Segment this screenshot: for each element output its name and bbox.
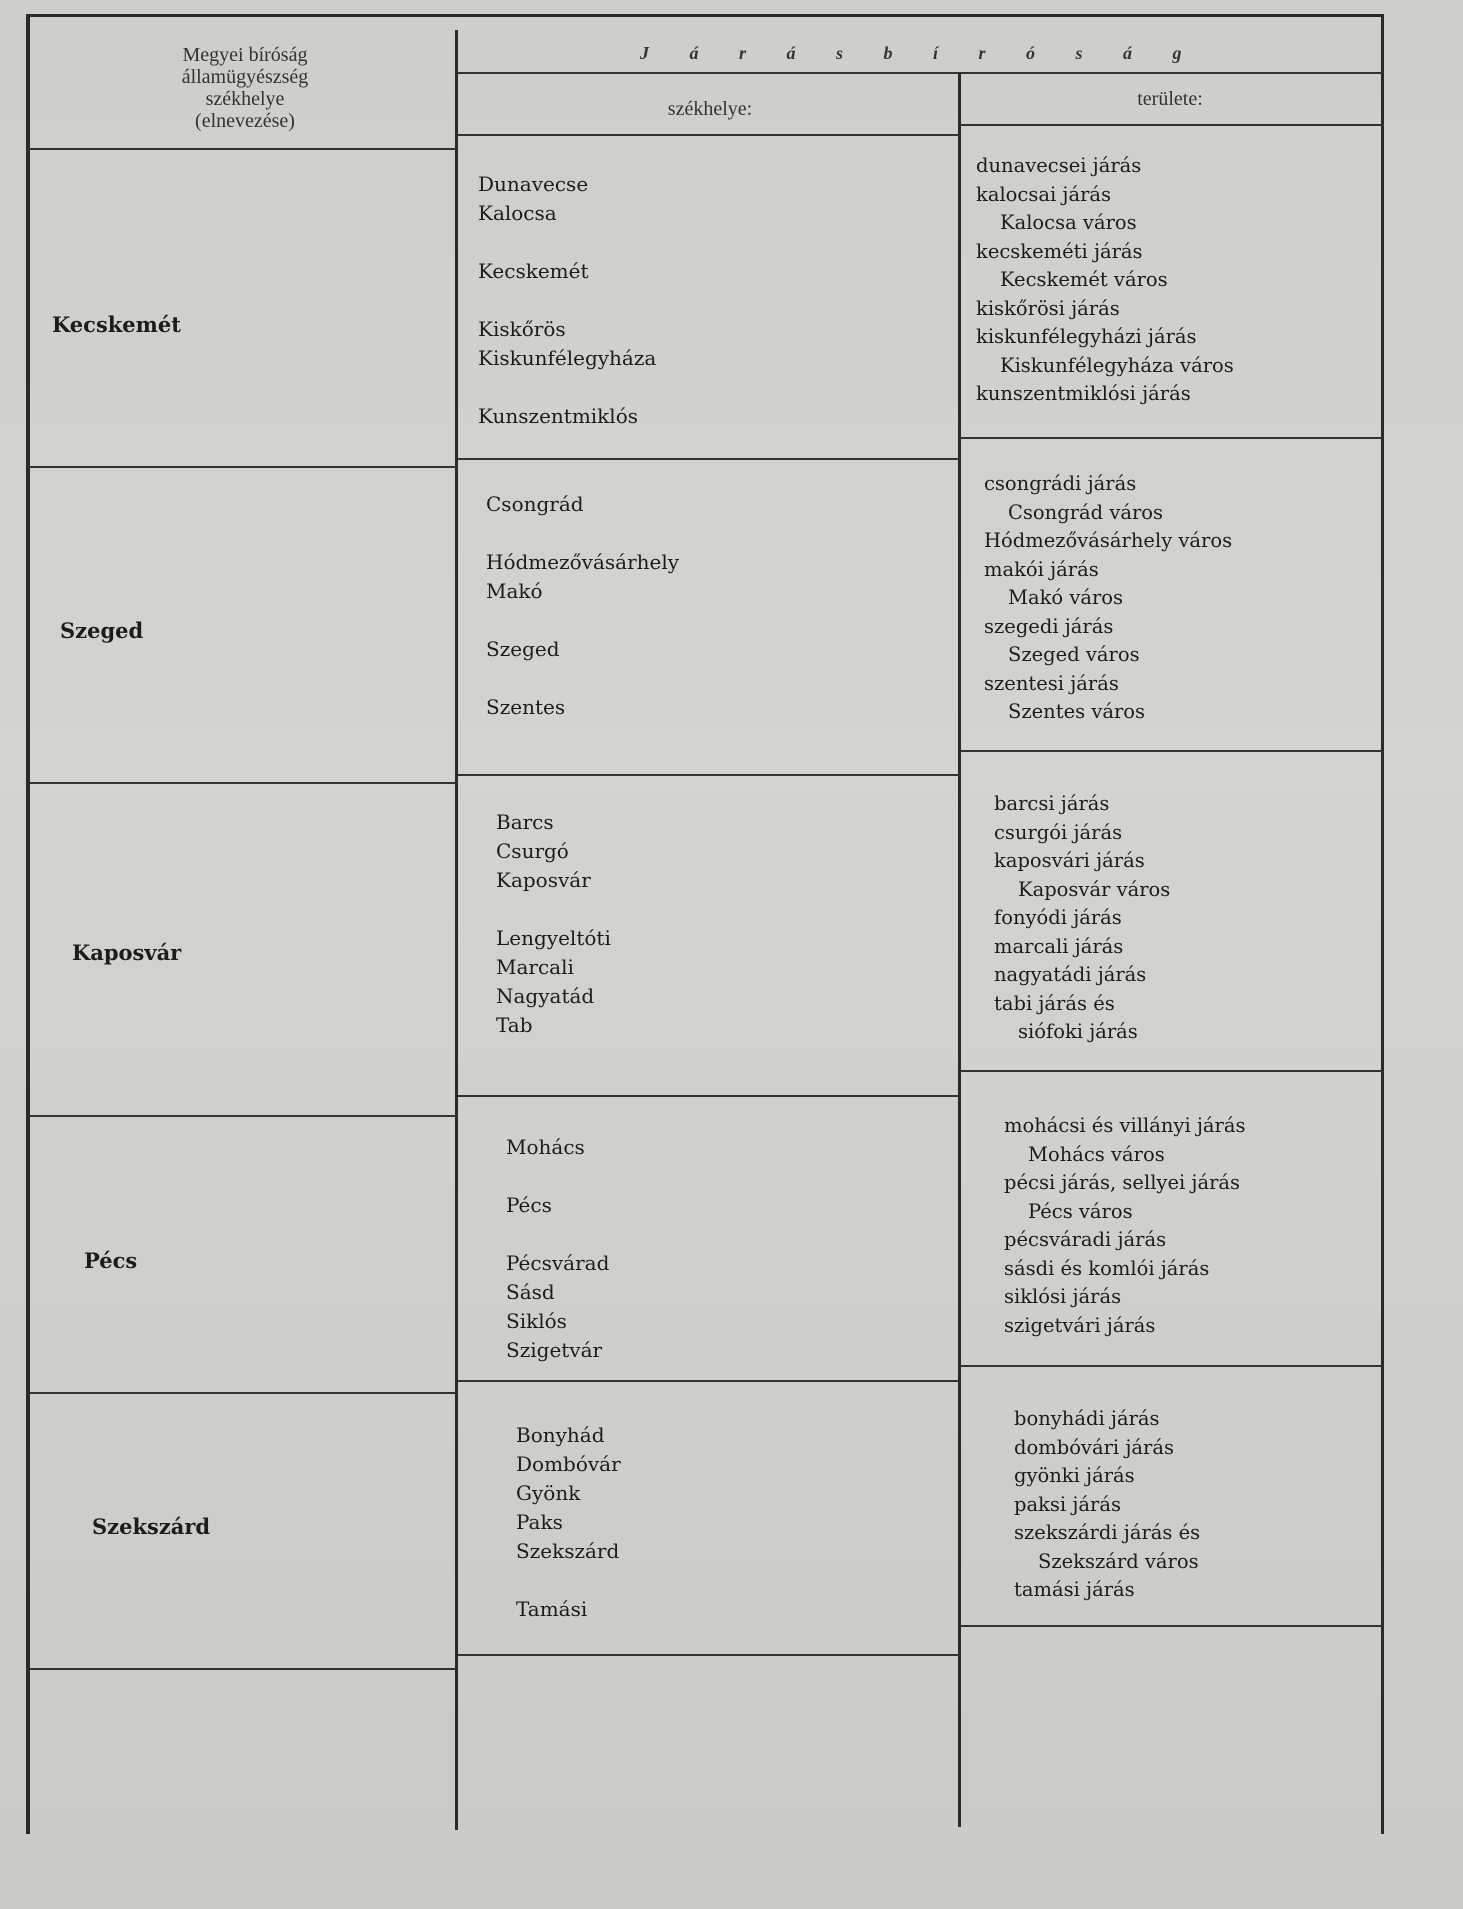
district-area: siófoki járás bbox=[1018, 1020, 1138, 1043]
district-seat: Marcali bbox=[496, 955, 574, 979]
district-area: Kaposvár város bbox=[1018, 877, 1171, 901]
district-seat: Barcs bbox=[496, 810, 554, 834]
district-seat: Lengyeltóti bbox=[496, 926, 611, 950]
district-seat: Hódmezővásárhely bbox=[486, 550, 680, 574]
district-seat: Siklós bbox=[506, 1309, 567, 1333]
district-area: pécsváradi járás bbox=[1004, 1228, 1167, 1251]
group-divider-right bbox=[960, 1070, 1383, 1072]
district-seat: Paks bbox=[516, 1510, 563, 1534]
district-seat-list bbox=[478, 170, 656, 431]
group-divider-mid bbox=[458, 774, 960, 776]
column-divider-2 bbox=[958, 72, 961, 1827]
header-col1-line: székhelye bbox=[205, 88, 285, 110]
column-divider-1 bbox=[455, 30, 458, 1830]
district-area: gyönki járás bbox=[1014, 1464, 1135, 1487]
district-seat bbox=[486, 664, 679, 693]
county-seat-label: Kaposvár bbox=[72, 940, 182, 965]
district-area: Szekszárd város bbox=[1038, 1549, 1199, 1573]
district-area: csurgói járás bbox=[994, 820, 1123, 844]
county-seat-label: Kecskemét bbox=[52, 312, 181, 337]
district-seat: Bonyhád bbox=[516, 1423, 605, 1447]
district-area-list bbox=[1014, 1405, 1200, 1605]
group-divider-left bbox=[30, 1392, 458, 1394]
group-divider-right bbox=[960, 1625, 1383, 1627]
group-divider-left bbox=[30, 782, 458, 784]
district-seat bbox=[506, 1162, 609, 1191]
district-seat bbox=[516, 1566, 621, 1595]
county-seat-label: Szeged bbox=[60, 618, 144, 643]
district-area: marcali járás bbox=[994, 934, 1124, 958]
district-seat: Szekszárd bbox=[516, 1539, 620, 1563]
county-seat-label: Pécs bbox=[84, 1248, 138, 1273]
district-area: tabi járás és bbox=[994, 991, 1115, 1015]
district-seat: Tab bbox=[496, 1013, 533, 1037]
district-area: paksi járás bbox=[1014, 1492, 1121, 1516]
header-bottom-line-left bbox=[28, 148, 458, 150]
district-area: dunavecsei járás bbox=[976, 154, 1142, 177]
district-seat-list bbox=[496, 808, 611, 1040]
district-seat bbox=[496, 895, 611, 924]
district-area: fonyódi járás bbox=[994, 906, 1122, 929]
group-divider-left bbox=[30, 1668, 458, 1670]
header-bottom-line-right bbox=[960, 124, 1383, 126]
district-area: Szeged város bbox=[1008, 643, 1140, 666]
district-area: szentesi járás bbox=[984, 671, 1119, 695]
group-divider-mid bbox=[458, 1654, 960, 1656]
district-seat: Kiskunfélegyháza bbox=[478, 346, 657, 370]
district-area: kecskeméti járás bbox=[976, 239, 1143, 263]
header-col1 bbox=[110, 44, 380, 132]
district-seat: Dombóvár bbox=[516, 1452, 621, 1476]
district-area: kiskőrösi járás bbox=[976, 296, 1120, 320]
group-divider-mid bbox=[458, 458, 960, 460]
district-area: kiskunfélegyházi járás bbox=[976, 325, 1197, 348]
district-seat bbox=[478, 228, 656, 257]
district-seat-list bbox=[486, 490, 679, 722]
district-seat bbox=[506, 1220, 609, 1249]
header-bottom-line-mid bbox=[458, 134, 960, 136]
district-area: dombóvári járás bbox=[1014, 1435, 1174, 1459]
district-seat: Csurgó bbox=[496, 839, 569, 863]
county-seat-label: Szekszárd bbox=[92, 1514, 211, 1539]
district-seat: Makó bbox=[486, 579, 543, 603]
header-col1-line: (elnevezése) bbox=[195, 110, 295, 132]
district-seat: Kunszentmiklós bbox=[478, 404, 638, 428]
district-area: tamási járás bbox=[1014, 1578, 1135, 1601]
district-area: Hódmezővásárhely város bbox=[984, 529, 1233, 552]
district-seat: Kalocsa bbox=[478, 201, 557, 225]
district-area: Kecskemét város bbox=[1000, 268, 1168, 291]
group-divider-left bbox=[28, 466, 458, 468]
district-seat bbox=[478, 286, 656, 315]
district-seat: Dunavecse bbox=[478, 172, 589, 196]
district-area-list bbox=[984, 470, 1232, 727]
district-area: nagyatádi járás bbox=[994, 963, 1147, 986]
district-area: sásdi és komlói járás bbox=[1004, 1256, 1210, 1280]
district-seat: Szeged bbox=[486, 637, 560, 661]
district-area: Csongrád város bbox=[1008, 500, 1164, 524]
district-area: barcsi járás bbox=[994, 792, 1110, 815]
group-divider-left bbox=[30, 1115, 458, 1117]
district-area: szekszárdi járás és bbox=[1014, 1521, 1201, 1544]
district-area-list bbox=[976, 152, 1234, 409]
district-seat: Gyönk bbox=[516, 1481, 581, 1505]
district-seat: Csongrád bbox=[486, 492, 584, 516]
district-seat: Szentes bbox=[486, 695, 566, 719]
district-area: Pécs város bbox=[1028, 1199, 1133, 1223]
header-col1-line: államügyészség bbox=[181, 66, 309, 88]
district-seat bbox=[486, 519, 679, 548]
district-area: szegedi járás bbox=[984, 614, 1114, 638]
district-area: kalocsai járás bbox=[976, 182, 1112, 206]
district-seat: Pécsvárad bbox=[506, 1251, 610, 1275]
district-seat: Kaposvár bbox=[496, 868, 591, 892]
group-divider-mid bbox=[458, 1380, 960, 1382]
district-area: szigetvári járás bbox=[1004, 1313, 1156, 1337]
district-seat bbox=[478, 373, 656, 402]
district-seat: Kiskőrös bbox=[478, 317, 566, 341]
district-area: bonyhádi járás bbox=[1014, 1407, 1160, 1430]
district-area: kunszentmiklósi járás bbox=[976, 382, 1191, 405]
district-area: kaposvári járás bbox=[994, 849, 1145, 872]
district-area: mohácsi és villányi járás bbox=[1004, 1114, 1246, 1137]
district-seat: Szigetvár bbox=[506, 1338, 603, 1362]
group-divider-mid bbox=[458, 1095, 960, 1097]
district-area: makói járás bbox=[984, 557, 1099, 581]
district-seat: Sásd bbox=[506, 1280, 555, 1304]
header-col2: székhelye: bbox=[667, 98, 753, 120]
district-seat: Nagyatád bbox=[496, 984, 595, 1008]
district-area: Mohács város bbox=[1028, 1142, 1165, 1166]
district-seat-list bbox=[506, 1133, 609, 1365]
district-area: Kalocsa város bbox=[1000, 211, 1137, 234]
district-seat: Mohács bbox=[506, 1135, 585, 1159]
district-seat-list bbox=[516, 1421, 621, 1624]
header-subdivider bbox=[458, 72, 1383, 74]
district-seat: Pécs bbox=[506, 1193, 552, 1217]
district-seat bbox=[486, 606, 679, 635]
district-area-list bbox=[994, 790, 1170, 1047]
header-span-title: J á r á s b í r ó s á g bbox=[640, 43, 1200, 63]
district-area: pécsi járás, sellyei járás bbox=[1004, 1171, 1241, 1194]
district-seat: Kecskemét bbox=[478, 259, 589, 283]
district-area: csongrádi járás bbox=[984, 472, 1137, 495]
district-area-list bbox=[1004, 1112, 1246, 1340]
district-area: Kiskunfélegyháza város bbox=[1000, 353, 1234, 377]
district-area: siklósi járás bbox=[1004, 1285, 1122, 1308]
district-area: Szentes város bbox=[1008, 700, 1146, 723]
header-col1-line: Megyei bíróság bbox=[182, 44, 308, 66]
district-area: Makó város bbox=[1008, 586, 1124, 609]
district-seat: Tamási bbox=[516, 1597, 588, 1621]
group-divider-right bbox=[960, 1365, 1383, 1367]
header-col3: területe: bbox=[1137, 88, 1203, 110]
group-divider-right bbox=[960, 750, 1383, 752]
group-divider-right bbox=[960, 437, 1383, 439]
